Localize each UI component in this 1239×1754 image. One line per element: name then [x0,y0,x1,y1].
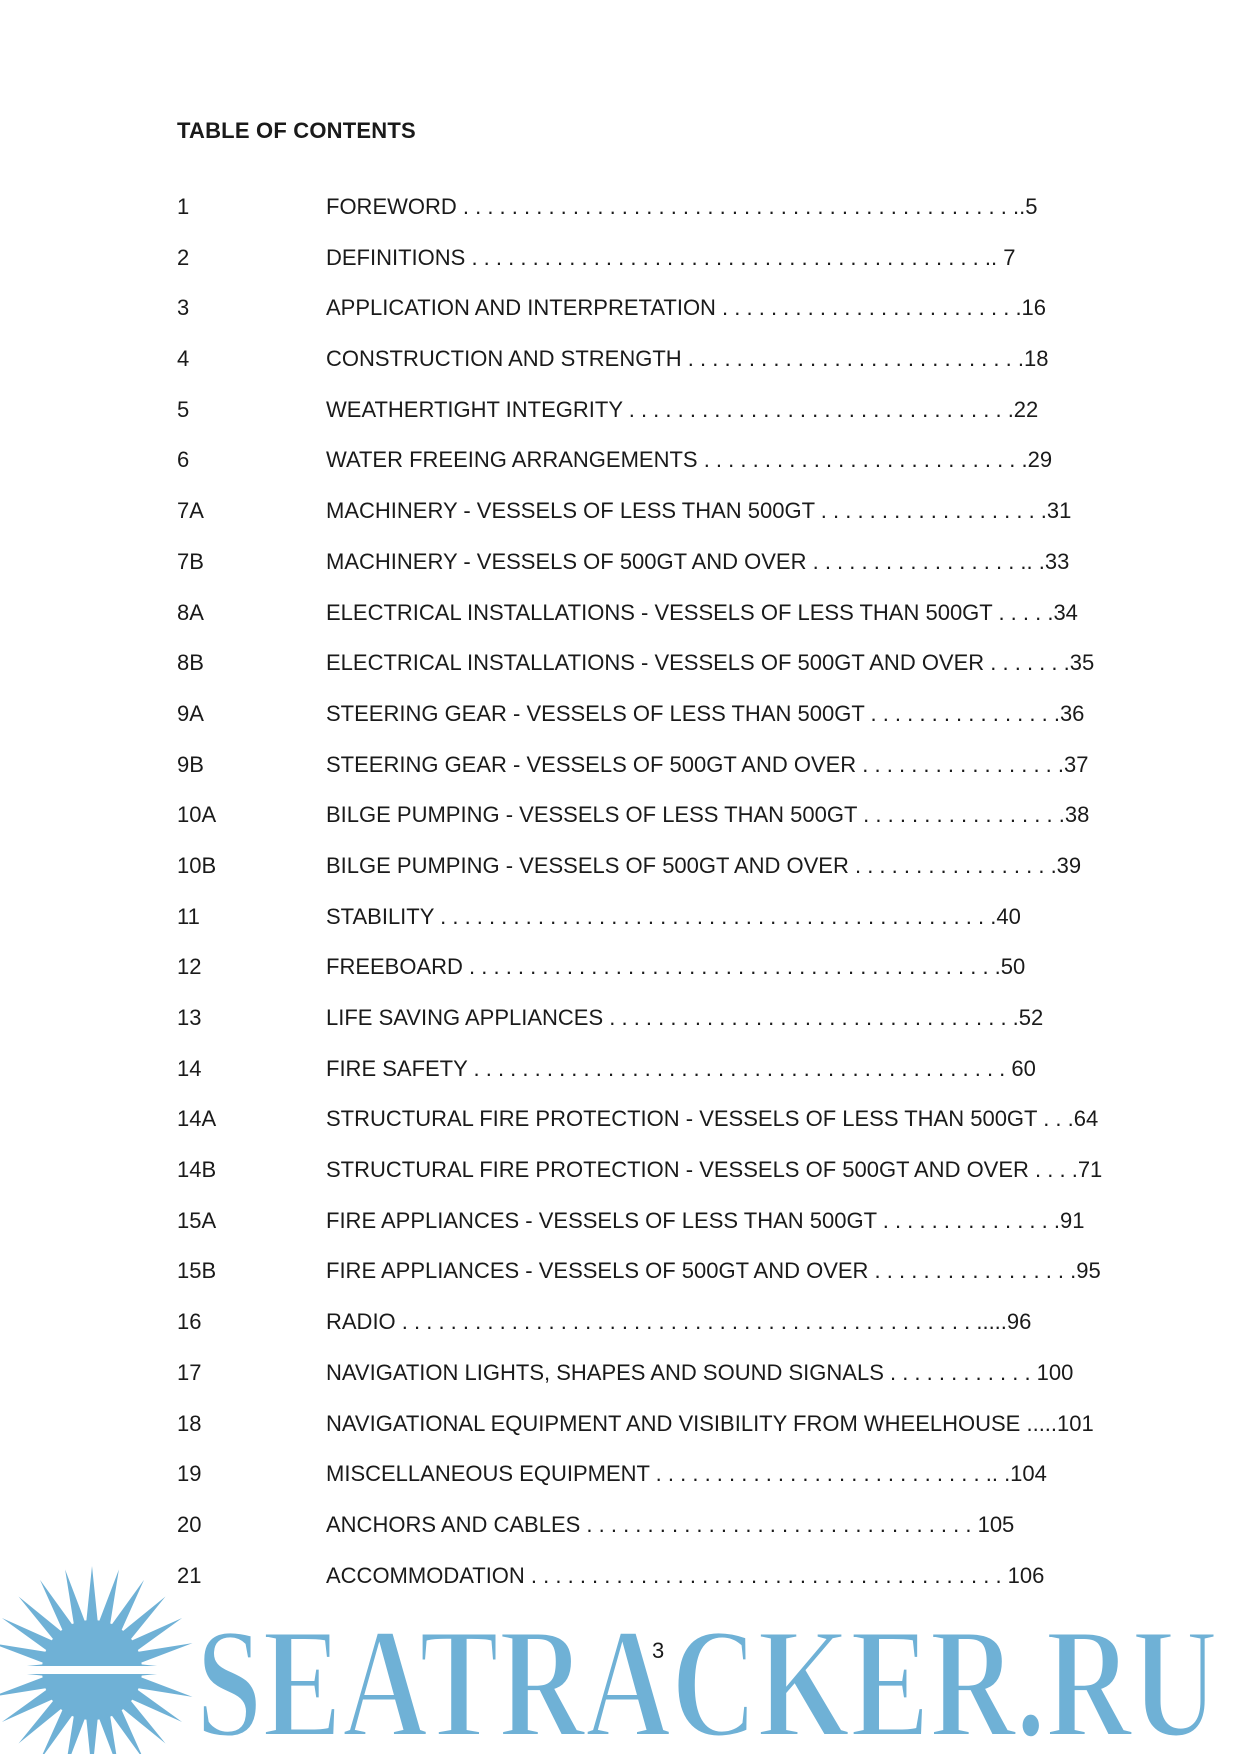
toc-entry [177,1054,1149,1105]
toc-entry-text: ANCHORS AND CABLES . . . . . . . . . . . . . . . . . . . . . . . . . . . . . . . . 105 [326,1511,1015,1537]
toc-entry-text: MISCELLANEOUS EQUIPMENT . . . . . . . . . . . . . . . . . . . . . . . . . . . .. .104 [326,1461,1047,1487]
toc-entry [177,1358,1149,1409]
sun-icon [0,1566,202,1754]
toc-entry-number: 9B [177,751,204,777]
toc-entry [177,800,1149,851]
toc-entry-text: BILGE PUMPING - VESSELS OF LESS THAN 500GT . . . . . . . . . . . . . . . . .38 [326,802,1090,828]
toc-entry [177,1459,1149,1510]
toc-entry-number: 8A [177,599,204,625]
toc-entry [177,1409,1149,1460]
toc-entry [177,1256,1149,1307]
toc-entry-number: 17 [177,1359,202,1385]
toc-entry-text: STRUCTURAL FIRE PROTECTION - VESSELS OF 500GT AND OVER . . . .71 [326,1157,1103,1183]
toc-entry-number: 7A [177,498,204,524]
toc-entry-number: 2 [177,244,190,270]
toc-entry-number: 15A [177,1207,217,1233]
toc-entry-number: 14A [177,1106,217,1132]
toc-entry-number: 20 [177,1511,202,1537]
toc-entry-number: 5 [177,396,190,422]
toc-entry-text: ACCOMMODATION . . . . . . . . . . . . . . . . . . . . . . . . . . . . . . . . . . . . . . . 106 [326,1562,1045,1588]
toc-entry-number: 16 [177,1309,202,1335]
toc-entry [177,1155,1149,1206]
toc-entry-number: 19 [177,1461,202,1487]
toc-entry [177,1307,1149,1358]
toc-entry [177,1003,1149,1054]
toc-entry-text: MACHINERY - VESSELS OF 500GT AND OVER . . . . . . . . . . . . . . . . . .. .33 [326,548,1070,574]
page-title: TABLE OF CONTENTS [177,118,416,143]
toc-entry [177,750,1149,801]
toc-entry-text: WATER FREEING ARRANGEMENTS . . . . . . . . . . . . . . . . . . . . . . . . . . .29 [326,447,1053,473]
toc-entry-text: STEERING GEAR - VESSELS OF 500GT AND OVER . . . . . . . . . . . . . . . . .37 [326,751,1089,777]
toc-entry-number: 7B [177,548,204,574]
toc-entry-text: APPLICATION AND INTERPRETATION . . . . . . . . . . . . . . . . . . . . . . . . .16 [326,295,1047,321]
toc-entry-number: 14 [177,1055,202,1081]
toc-entry-text: RADIO . . . . . . . . . . . . . . . . . . . . . . . . . . . . . . . . . . . . . . . . . . . . . . . .....96 [326,1309,1032,1335]
toc-entry-text: NAVIGATION LIGHTS, SHAPES AND SOUND SIGNALS . . . . . . . . . . . . 100 [326,1359,1074,1385]
toc-entry-number: 10A [177,802,217,828]
toc-entry-text: WEATHERTIGHT INTEGRITY . . . . . . . . . . . . . . . . . . . . . . . . . . . . . . . .22 [326,396,1039,422]
toc-entry [177,293,1149,344]
toc-entry-number: 12 [177,954,202,980]
toc-entry-text: FREEBOARD . . . . . . . . . . . . . . . . . . . . . . . . . . . . . . . . . . . . . . . . . . . .50 [326,954,1026,980]
toc-entry-text: FIRE SAFETY . . . . . . . . . . . . . . . . . . . . . . . . . . . . . . . . . . . . . . . . . . . . 60 [326,1055,1036,1081]
toc-entry-text: FIRE APPLIANCES - VESSELS OF 500GT AND OVER . . . . . . . . . . . . . . . . .95 [326,1258,1101,1284]
toc-list [177,192,1149,1611]
toc-entry-number: 21 [177,1562,202,1588]
toc-entry [177,243,1149,294]
toc-entry-number: 18 [177,1410,202,1436]
toc-entry-number: 13 [177,1005,202,1030]
toc-entry-number: 9A [177,700,204,726]
toc-entry-text: NAVIGATIONAL EQUIPMENT AND VISIBILITY FROM WHEELHOUSE .....101 [326,1410,1094,1436]
toc-entry-text: STEERING GEAR - VESSELS OF LESS THAN 500GT . . . . . . . . . . . . . . . .36 [326,700,1085,726]
toc-entry-number: 4 [177,346,190,372]
watermark-text: SEATRACKER.RU [196,1596,1218,1754]
toc-entry [177,902,1149,953]
toc-entry-text: MACHINERY - VESSELS OF LESS THAN 500GT . . . . . . . . . . . . . . . . . . .31 [326,498,1072,524]
toc-entry-text: STABILITY . . . . . . . . . . . . . . . . . . . . . . . . . . . . . . . . . . . . . . . . . . . . . .40 [326,903,1021,929]
toc-entry-text: STRUCTURAL FIRE PROTECTION - VESSELS OF LESS THAN 500GT . . .64 [326,1106,1099,1132]
toc-entry [177,1510,1149,1561]
sun-horizon [0,1666,202,1674]
page-number: 3 [652,1638,665,1663]
toc-entry [177,648,1149,699]
toc-entry-text: ELECTRICAL INSTALLATIONS - VESSELS OF LESS THAN 500GT . . . . .34 [326,599,1078,625]
toc-entry [177,496,1149,547]
toc-entry [177,445,1149,496]
toc-entry-number: 8B [177,650,204,676]
toc-entry [177,547,1149,598]
toc-entry [177,699,1149,750]
toc-entry-number: 3 [177,295,190,321]
toc-entry [177,344,1149,395]
toc-entry-number: 6 [177,447,190,473]
toc-entry [177,952,1149,1003]
toc-entry-number: 10B [177,852,217,878]
toc-entry-text: CONSTRUCTION AND STRENGTH . . . . . . . . . . . . . . . . . . . . . . . . . . . .18 [326,346,1049,372]
toc-entry-text: DEFINITIONS . . . . . . . . . . . . . . . . . . . . . . . . . . . . . . . . . . . . . . . . . . .. 7 [326,244,1016,270]
toc-entry [177,192,1149,243]
toc-entry-number: 15B [177,1258,217,1284]
toc-entry-number: 14B [177,1157,217,1183]
toc-entry [177,598,1149,649]
watermark [0,1558,1239,1754]
toc-entry-text: FIRE APPLIANCES - VESSELS OF LESS THAN 500GT . . . . . . . . . . . . . . .91 [326,1207,1085,1233]
toc-entry-text: LIFE SAVING APPLIANCES . . . . . . . . . . . . . . . . . . . . . . . . . . . . . . . . . .52 [326,1005,1044,1030]
toc-entry-text: ELECTRICAL INSTALLATIONS - VESSELS OF 500GT AND OVER . . . . . . .35 [326,650,1095,676]
toc-entry-text: FOREWORD . . . . . . . . . . . . . . . . . . . . . . . . . . . . . . . . . . . . . . . . . . . . . ..5 [326,194,1038,219]
toc-entry-number: 11 [177,903,200,929]
toc-entry [177,1206,1149,1257]
toc-entry [177,395,1149,446]
toc-entry-number: 1 [177,194,190,219]
toc-entry-text: BILGE PUMPING - VESSELS OF 500GT AND OVER . . . . . . . . . . . . . . . . .39 [326,852,1082,878]
toc-entry [177,851,1149,902]
toc-entry [177,1104,1149,1155]
